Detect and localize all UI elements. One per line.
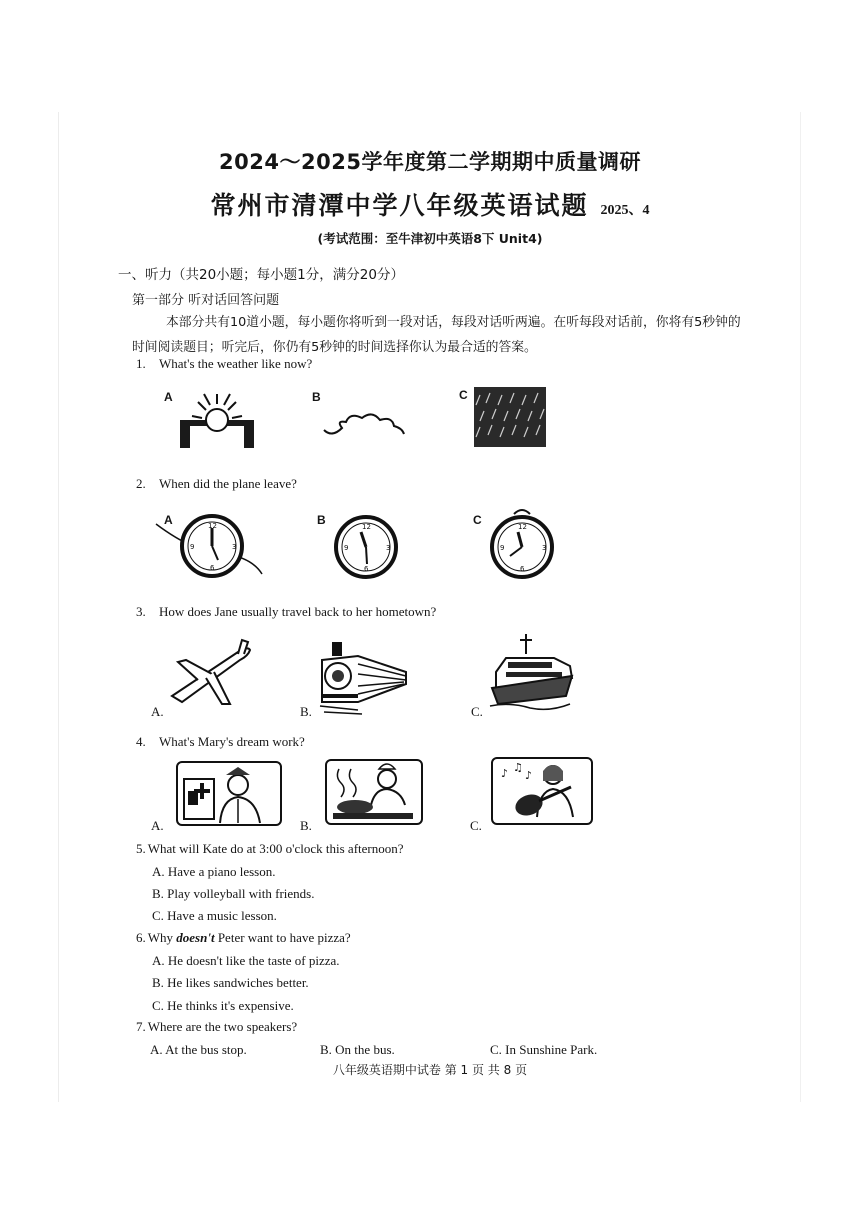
- question-text-emphasis: doesn't: [176, 930, 215, 945]
- question-text: How does Jane usually travel back to her hometown?: [159, 604, 437, 619]
- clock-icon: [156, 514, 266, 584]
- svg-text:9: 9: [190, 543, 195, 551]
- option-label: C: [459, 388, 468, 402]
- rain-icon: [474, 387, 546, 447]
- option-a[interactable]: A. At the bus stop.: [150, 1042, 247, 1057]
- option-b[interactable]: B. He likes sandwiches better.: [152, 975, 309, 990]
- exam-scope: (考试范围：至牛津初中英语8下 Unit4): [317, 231, 543, 246]
- option-label: C: [473, 513, 482, 527]
- exam-title-line2: [0, 186, 860, 222]
- question-text: What's Mary's dream work?: [159, 734, 305, 749]
- svg-text:9: 9: [500, 544, 505, 552]
- question-number: 1.: [136, 356, 146, 371]
- question-text: What's the weather like now?: [159, 356, 313, 371]
- instructions: 本部分共有10道小题，每小题你将听到一段对话，每段对话听两遍。在听每段对话前，你将有5秒钟的时间阅读题目；听完后，你仍有5秒钟的时间选择你认为最合适的答案。: [132, 315, 741, 355]
- option-label: A: [164, 513, 173, 527]
- svg-text:♪: ♪: [525, 769, 533, 782]
- option-label: B.: [300, 818, 312, 833]
- svg-text:3: 3: [542, 544, 547, 552]
- cloud-icon: [322, 410, 408, 440]
- plane-icon: [168, 638, 254, 710]
- svg-text:12: 12: [208, 522, 217, 530]
- question-5: [136, 841, 404, 857]
- option-label: C.: [471, 704, 483, 719]
- option-label: B.: [300, 704, 312, 719]
- train-icon: [318, 636, 410, 714]
- option-label: C.: [470, 818, 482, 833]
- option-label: A: [164, 390, 173, 404]
- svg-text:12: 12: [362, 523, 371, 531]
- question-2: [136, 476, 297, 492]
- question-number: 7.: [136, 1019, 146, 1034]
- option-a[interactable]: A. Have a piano lesson.: [152, 864, 276, 879]
- option-a[interactable]: A. He doesn't like the taste of pizza.: [152, 953, 340, 968]
- question-6: [136, 930, 351, 946]
- svg-text:6: 6: [210, 564, 215, 572]
- school-exam-title: 常州市清潭中学八年级英语试题: [210, 191, 589, 220]
- option-label: A.: [151, 704, 164, 719]
- page-footer: 八年级英语期中试卷 第 1 页 共 8 页: [332, 1063, 528, 1077]
- option-c[interactable]: C. He thinks it's expensive.: [152, 998, 294, 1013]
- question-text-pre: Why: [147, 930, 177, 945]
- alarm-clock-icon: [488, 506, 556, 580]
- cook-icon: [325, 759, 423, 825]
- option-c[interactable]: C. In Sunshine Park.: [490, 1042, 598, 1057]
- clock-icon: [333, 514, 399, 580]
- svg-text:3: 3: [232, 543, 237, 551]
- question-text: What will Kate do at 3:00 o'clock this afternoon?: [147, 841, 404, 856]
- scan-edge-left: [58, 112, 59, 1102]
- option-label: B: [312, 390, 321, 404]
- scan-edge-right: [800, 112, 801, 1102]
- ship-icon: [490, 632, 574, 714]
- part-heading: 第一部分 听对话回答问题: [132, 293, 280, 308]
- question-number: 4.: [136, 734, 146, 749]
- question-number: 2.: [136, 476, 146, 491]
- question-3: [136, 604, 436, 620]
- option-c[interactable]: C. Have a music lesson.: [152, 908, 277, 923]
- exam-title-line1: 2024～2025学年度第二学期期中质量调研: [219, 150, 641, 174]
- question-7: [136, 1019, 297, 1035]
- svg-text:3: 3: [386, 544, 391, 552]
- question-text: When did the plane leave?: [159, 476, 297, 491]
- option-b[interactable]: B. Play volleyball with friends.: [152, 886, 315, 901]
- question-4: [136, 734, 305, 750]
- option-b[interactable]: B. On the bus.: [320, 1042, 395, 1057]
- question-1: [136, 356, 312, 372]
- question-number: 5.: [136, 841, 146, 856]
- svg-text:9: 9: [344, 544, 349, 552]
- exam-date: 2025、4: [600, 203, 650, 218]
- option-label: A.: [151, 818, 164, 833]
- sunny-icon: [176, 392, 256, 452]
- question-text: Where are the two speakers?: [147, 1019, 298, 1034]
- svg-text:6: 6: [364, 565, 369, 573]
- musician-icon: [491, 757, 593, 825]
- question-number: 3.: [136, 604, 146, 619]
- svg-text:12: 12: [518, 523, 527, 531]
- svg-text:6: 6: [520, 565, 525, 573]
- section-heading: 一、听力（共20小题；每小题1分，满分20分）: [118, 267, 404, 283]
- question-number: 6.: [136, 930, 146, 945]
- svg-text:♫: ♫: [513, 761, 523, 774]
- question-text-post: Peter want to have pizza?: [214, 930, 351, 945]
- option-label: B: [317, 513, 326, 527]
- svg-text:♪: ♪: [501, 767, 509, 780]
- nurse-icon: [176, 761, 283, 827]
